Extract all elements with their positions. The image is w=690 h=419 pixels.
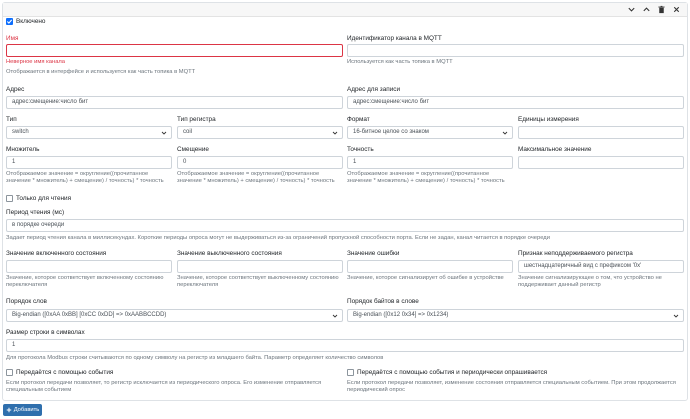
add-button[interactable]	[3, 404, 42, 416]
enabled-label: Включено	[16, 18, 46, 25]
type-select[interactable]	[6, 126, 172, 139]
event-poll-help: Если протокол передачи позволяет, изменение состояния отправляется специальным событием. При этом продолжается периодический опрос	[347, 380, 676, 394]
chevron-down-icon	[161, 130, 167, 136]
unsupported-value-help: Значение сигнализирующее о том, что устройство не поддерживает данный регистр	[518, 275, 662, 289]
error-value-help: Значение, которое сигнализирует об ошибке в устройстве	[347, 275, 504, 281]
unsupported-value-label: Признак неподдерживаемого регистра	[518, 250, 633, 257]
add-button-label: Добавить	[13, 407, 40, 413]
precision-label: Точность	[347, 146, 374, 153]
event-poll-label: Передаётся с помощью события и периодически опрашивается	[357, 369, 548, 376]
reg-type-select[interactable]	[177, 126, 343, 139]
address-label: Адрес	[6, 86, 25, 93]
chevron-down-icon	[673, 313, 679, 319]
chevron-down-icon	[502, 130, 508, 136]
word-order-value: Big-endian ([0xAA 0xBB] [0xCC 0xDD] => 0xAABBCCDD)	[12, 312, 167, 318]
format-value: 16-битное целое со знаком	[353, 129, 429, 135]
write-address-input[interactable]: адрес:смещение:число бит	[347, 96, 684, 109]
write-address-label: Адрес для записи	[347, 86, 401, 93]
byte-order-select[interactable]	[347, 309, 684, 322]
precision-input[interactable]: 1	[347, 156, 513, 169]
type-label: Тип	[6, 116, 17, 123]
enabled-checkbox[interactable]	[6, 18, 13, 25]
on-value-input[interactable]	[6, 260, 172, 273]
read-only-row[interactable]	[6, 195, 71, 202]
enabled-checkbox-row[interactable]	[6, 18, 45, 25]
error-value-input[interactable]	[347, 260, 513, 273]
string-size-label: Размер строки в символах	[6, 329, 85, 336]
max-value-input[interactable]	[518, 156, 684, 169]
event-transfer-checkbox[interactable]	[6, 369, 13, 376]
error-value-label: Значение ошибки	[347, 250, 400, 257]
name-help: Отображается в интерфейсе и используется как часть топика в MQTT	[6, 69, 196, 75]
multiplier-help: Отображаемое значение = округление((прочитанное значение * множитель) + смещение) / точность) * точность	[6, 171, 164, 185]
type-value: switch	[12, 129, 29, 135]
units-label: Единицы измерения	[518, 116, 579, 123]
trash-icon[interactable]	[657, 5, 666, 14]
mqtt-id-input[interactable]	[347, 44, 684, 57]
card-header	[3, 3, 687, 17]
name-input[interactable]	[6, 44, 343, 57]
precision-help: Отображаемое значение = округление((прочитанное значение * множитель) + смещение) / точность) * точность	[347, 171, 505, 185]
read-only-checkbox[interactable]	[6, 195, 13, 202]
read-period-label: Период чтения (мс)	[6, 209, 65, 216]
name-label: Имя	[6, 35, 19, 42]
offset-label: Смещение	[177, 146, 209, 153]
read-period-input[interactable]: в порядке очереди	[6, 219, 684, 232]
units-input[interactable]	[518, 126, 684, 139]
byte-order-value: Big-endian ([0x12 0x34] => 0x1234)	[353, 312, 449, 318]
event-transfer-row[interactable]	[6, 369, 113, 376]
event-transfer-help: Если протокол передачи позволяет, то регистр исключается из периодического опроса. Его изменение отправляется специальным событием	[6, 380, 322, 394]
chevron-up-icon[interactable]	[642, 5, 651, 14]
off-value-input[interactable]	[177, 260, 343, 273]
event-poll-row[interactable]	[347, 369, 547, 376]
mqtt-id-label: Идентификатор канала в MQTT	[347, 35, 442, 42]
plus-icon	[6, 407, 12, 413]
event-transfer-label: Передаётся с помощью события	[16, 369, 114, 376]
mqtt-id-help: Используется как часть топика в MQTT	[347, 59, 453, 65]
off-value-help: Значение, которое соответствует выключенному состоянию переключателя	[177, 275, 339, 289]
name-error: Неверное имя канала	[6, 59, 66, 65]
format-select[interactable]	[347, 126, 513, 139]
address-input[interactable]: адрес:смещение:число бит	[6, 96, 343, 109]
string-size-help: Для протокола Modbus строки считываются по одному символу на регистр из младшего байта. Параметр определяет количество символов	[6, 355, 384, 361]
on-value-label: Значение включенного состояния	[6, 250, 107, 257]
max-value-label: Максимальное значение	[518, 146, 592, 153]
reg-type-label: Тип регистра	[177, 116, 216, 123]
word-order-label: Порядок слов	[6, 298, 47, 305]
read-only-label: Только для чтения	[16, 195, 72, 202]
reg-type-value: coil	[183, 129, 193, 135]
chevron-down-icon	[332, 130, 338, 136]
multiplier-label: Множитель	[6, 146, 40, 153]
byte-order-label: Порядок байтов в слове	[347, 298, 419, 305]
format-label: Формат	[347, 116, 370, 123]
offset-input[interactable]: 0	[177, 156, 343, 169]
multiplier-input[interactable]: 1	[6, 156, 172, 169]
event-poll-checkbox[interactable]	[347, 369, 354, 376]
read-period-help: Задает период чтения канала в миллисекундах. Короткие периоды опроса могут не выдерживаться из-за ограничений пропускной способности порта. Если не задан, канал читается в порядке очереди	[6, 235, 550, 241]
word-order-select[interactable]	[6, 309, 343, 322]
chevron-down-icon	[332, 313, 338, 319]
offset-help: Отображаемое значение = округление((прочитанное значение * множитель) + смещение) / точность) * точность	[177, 171, 335, 185]
chevron-down-icon[interactable]	[627, 5, 636, 14]
string-size-input[interactable]: 1	[6, 339, 684, 352]
off-value-label: Значение выключенного состояния	[177, 250, 282, 257]
close-icon[interactable]	[672, 5, 681, 14]
on-value-help: Значение, которое соответствует включенному состоянию переключателя	[6, 275, 164, 289]
unsupported-value-input[interactable]: шестнадцатеричный вид с префиксом '0x'	[518, 260, 684, 273]
